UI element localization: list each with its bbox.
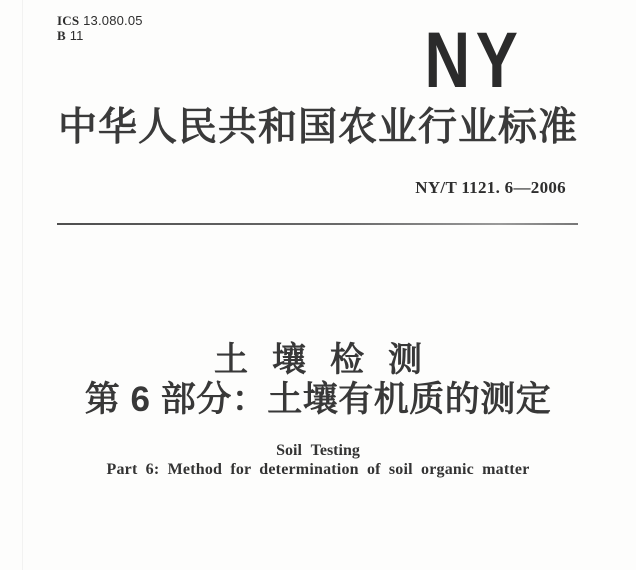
scan-artifact-line: [22, 0, 23, 570]
ics-code: 13.080.05: [83, 13, 143, 28]
ics-line: [57, 14, 143, 29]
ics-label: ICS: [57, 13, 80, 28]
english-title-line2: Part 6: Method for determination of soil organic matter: [106, 461, 530, 478]
doc-title-line1: 土壤检测: [214, 341, 446, 379]
standard-code: NY/T 1121. 6—2006: [415, 178, 566, 197]
classification-code: 11: [69, 27, 84, 43]
ny-standard-logo: NY: [424, 15, 524, 104]
header-divider: [57, 223, 578, 225]
classification-label: B: [57, 27, 66, 43]
classification-line: [57, 29, 143, 44]
ics-block: [57, 14, 143, 43]
doc-title-line2: 第 6 部分：土壤有机质的测定: [84, 380, 552, 419]
standard-category-title: 中华人民共和国农业行业标准: [57, 106, 578, 149]
english-title-line1: Soil Testing: [276, 442, 360, 459]
